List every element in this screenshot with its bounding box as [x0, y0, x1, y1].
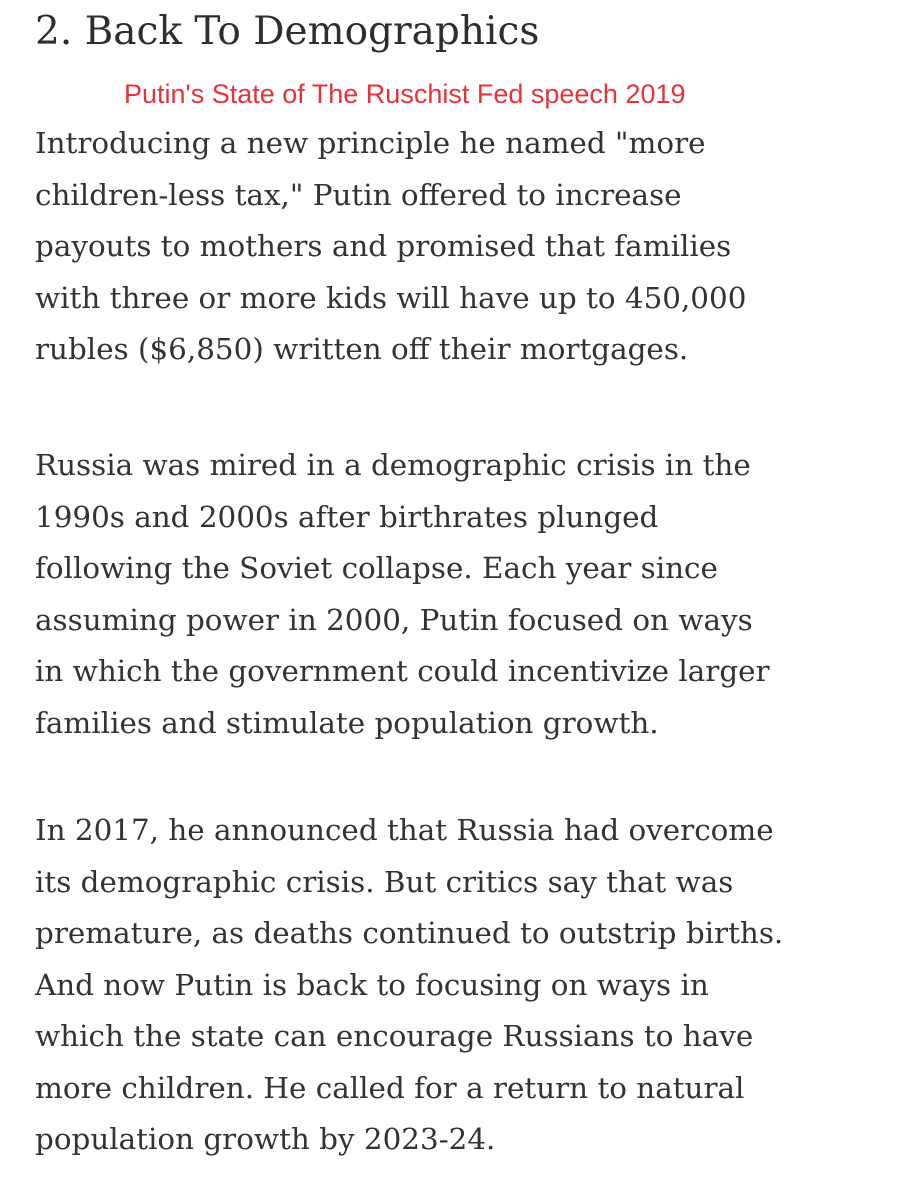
paragraph-line: assuming power in 2000, Putin focused on ways: [35, 602, 753, 637]
paragraph-incentives: [35, 118, 746, 376]
paragraph-line: Russia was mired in a demographic crisis in the: [35, 448, 751, 482]
paragraph-line: following the Soviet collapse. Each year since: [35, 551, 718, 585]
paragraph-line: which the state can encourage Russians to have: [35, 1019, 754, 1053]
paragraph-line: its demographic crisis. But critics say that was: [35, 864, 734, 899]
paragraph-line: In 2017, he announced that Russia had overcome: [35, 813, 774, 847]
paragraph-2017-announcement: [35, 805, 783, 1166]
paragraph-line: premature, as deaths continued to outstrip births.: [35, 916, 784, 950]
paragraph-line: And now Putin is back to focusing on ways in: [35, 967, 709, 1002]
paragraph-line: more children. He called for a return to natural: [35, 1070, 745, 1105]
paragraph-line: payouts to mothers and promised that families: [35, 229, 732, 263]
paragraph-crisis-history: [35, 440, 770, 749]
paragraph-line: children-less tax," Putin offered to increase: [35, 177, 682, 212]
paragraph-line: in which the government could incentivize larger: [35, 654, 770, 688]
paragraph-line: rubles ($6,850) written off their mortgages.: [35, 332, 689, 366]
paragraph-line: 1990s and 2000s after birthrates plunged: [35, 499, 659, 534]
section-heading: 2. Back To Demographics: [35, 9, 540, 54]
paragraph-line: population growth by 2023-24.: [35, 1122, 496, 1156]
speech-caption: Putin's State of The Ruschist Fed speech 2019: [124, 79, 686, 109]
paragraph-line: Introducing a new principle he named "more: [35, 126, 706, 160]
paragraph-line: families and stimulate population growth.: [35, 705, 659, 740]
paragraph-line: with three or more kids will have up to 450,000: [35, 280, 747, 315]
